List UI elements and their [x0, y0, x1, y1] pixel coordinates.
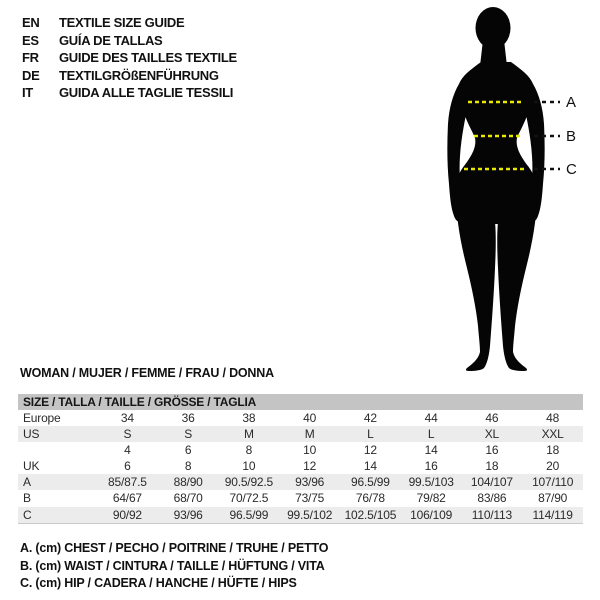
- table-row: [18, 458, 583, 474]
- table-cell: 64/67: [112, 491, 142, 506]
- size-table-rows: [18, 410, 583, 523]
- table-cell: 88/90: [173, 475, 203, 490]
- row-label: C: [23, 507, 32, 522]
- size-table-header: SIZE / TALLA / TAILLE / GRÖSSE / TAGLIA: [18, 394, 583, 410]
- legend-line: A. (cm) CHEST / PECHO / POITRINE / TRUHE / PETTO: [20, 541, 329, 555]
- table-cell: M: [304, 427, 315, 442]
- table-cell: 12: [303, 459, 317, 474]
- table-cell: 38: [242, 411, 256, 425]
- table-cell: S: [184, 427, 193, 442]
- table-cell: 14: [424, 443, 438, 458]
- table-cell: 96.5/99: [229, 507, 269, 522]
- table-row: [18, 442, 583, 458]
- table-cell: XXL: [541, 427, 564, 442]
- table-cell: 107/110: [532, 475, 574, 490]
- table-cell: M: [243, 427, 254, 442]
- language-label: TEXTILE SIZE GUIDE: [59, 15, 185, 30]
- table-row: [18, 507, 583, 523]
- table-cell: 14: [363, 459, 377, 474]
- table-cell: 93/96: [173, 507, 203, 522]
- legend-line: B. (cm) WAIST / CINTURA / TAILLE / HÜFTUNG / VITA: [20, 558, 325, 573]
- language-code: FR: [22, 50, 39, 65]
- table-row: [18, 410, 583, 426]
- table-cell: L: [427, 427, 435, 442]
- table-cell: 8: [245, 443, 253, 458]
- table-cell: 99.5/103: [408, 475, 454, 490]
- language-row: [22, 84, 237, 102]
- language-label: TEXTILGRÖßENFÜHRUNG: [59, 67, 219, 83]
- row-label: Europe: [23, 411, 61, 425]
- table-cell: 18: [546, 443, 560, 458]
- table-cell: 96.5/99: [351, 475, 390, 490]
- table-row: [18, 490, 583, 506]
- table-cell: 70/72.5: [229, 491, 269, 506]
- size-table: [18, 394, 583, 524]
- table-cell: 36: [181, 411, 195, 425]
- table-cell: 104/107: [470, 475, 513, 490]
- table-cell: 93/96: [295, 475, 325, 490]
- table-cell: 8: [184, 459, 192, 474]
- language-row: [22, 49, 237, 67]
- table-cell: 18: [485, 459, 499, 474]
- language-code: EN: [22, 15, 40, 30]
- woman-silhouette: [447, 7, 544, 371]
- table-cell: 42: [363, 411, 377, 425]
- language-label: GUIDA ALLE TAGLIE TESSILI: [59, 85, 234, 100]
- table-cell: L: [367, 427, 374, 442]
- table-row: [18, 474, 583, 490]
- table-cell: 90.5/92.5: [224, 475, 273, 490]
- table-cell: 110/113: [471, 507, 512, 522]
- table-cell: 68/70: [173, 491, 203, 506]
- row-label: [18, 442, 97, 458]
- table-cell: XL: [484, 427, 500, 442]
- table-cell: 10: [242, 459, 256, 474]
- label-a: A: [566, 94, 577, 111]
- table-cell: 48: [546, 411, 560, 425]
- table-cell: 85/87.5: [108, 475, 147, 490]
- measurement-legend: [20, 540, 328, 593]
- table-cell: 87/90: [538, 491, 568, 506]
- table-cell: 20: [546, 459, 560, 474]
- table-cell: 16: [424, 459, 438, 474]
- table-cell: 10: [303, 443, 317, 458]
- table-cell: 83/86: [477, 491, 507, 506]
- table-cell: S: [123, 427, 132, 442]
- table-cell: 6: [184, 443, 192, 458]
- language-header: [22, 14, 237, 102]
- table-cell: 12: [363, 443, 377, 458]
- row-label: A: [23, 475, 31, 490]
- group-title: WOMAN / MUJER / FEMME / FRAU / DONNA: [20, 366, 274, 380]
- table-cell: 34: [120, 411, 134, 425]
- language-label: GUIDE DES TAILLES TEXTILE: [59, 50, 237, 65]
- row-label: B: [23, 491, 31, 506]
- table-cell: 106/109: [410, 507, 453, 522]
- table-cell: 79/82: [416, 491, 446, 506]
- table-cell: 6: [124, 459, 131, 474]
- row-label: UK: [23, 459, 40, 474]
- row-label: US: [23, 427, 40, 442]
- table-cell: 102.5/105: [344, 507, 397, 522]
- table-cell: 76/78: [355, 491, 385, 506]
- table-cell: 99.5/102: [287, 507, 333, 522]
- language-code: ES: [22, 32, 39, 48]
- language-label: GUÍA DE TALLAS: [59, 32, 163, 48]
- language-row: [22, 14, 237, 32]
- table-cell: 44: [424, 411, 438, 425]
- table-cell: 73/75: [295, 491, 325, 506]
- table-cell: 40: [303, 411, 317, 425]
- woman-figure: [420, 0, 600, 380]
- label-b: B: [566, 128, 577, 145]
- table-cell: 114/119: [532, 507, 573, 522]
- table-cell: 16: [485, 443, 499, 458]
- table-cell: 90/92: [112, 507, 142, 522]
- language-row: [22, 67, 237, 85]
- table-cell: 4: [124, 443, 131, 458]
- language-code: DE: [22, 67, 40, 83]
- legend-line: C. (cm) HIP / CADERA / HANCHE / HÜFTE / HIPS: [20, 576, 297, 591]
- table-row: [18, 426, 583, 442]
- language-code: IT: [22, 85, 33, 100]
- label-c: C: [566, 161, 577, 178]
- table-cell: 46: [485, 411, 499, 425]
- language-row: [22, 32, 237, 50]
